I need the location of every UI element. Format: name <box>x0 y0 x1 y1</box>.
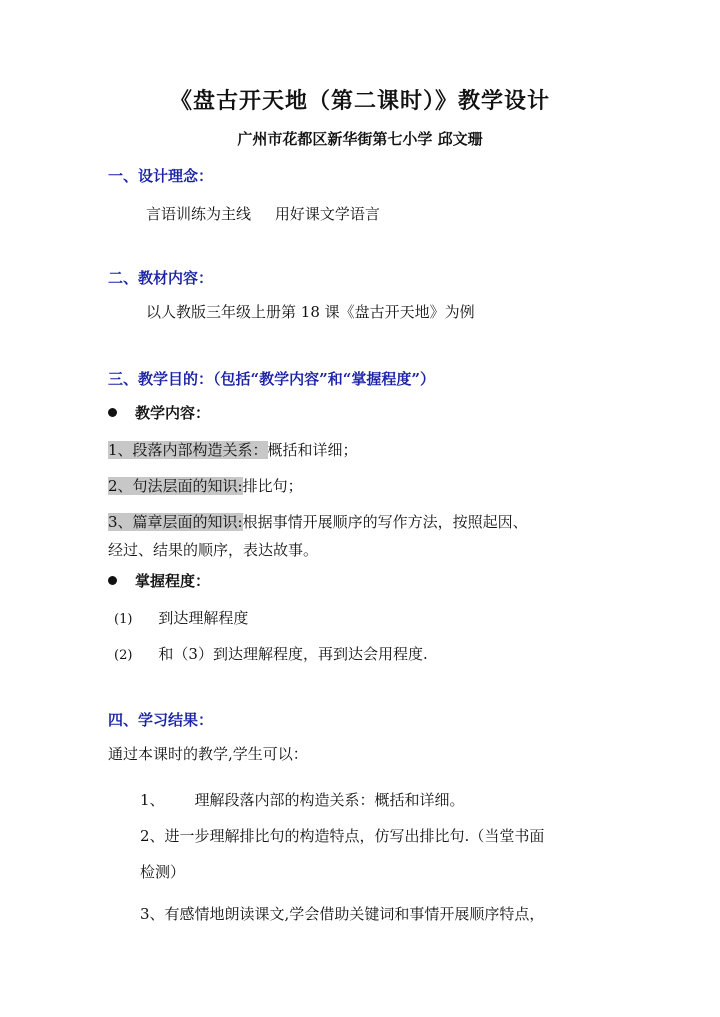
mastery-item <box>114 640 428 670</box>
bullet-mastery-level <box>108 567 210 595</box>
materials-text: 以人教版三年级上册第 18 课《盘古开天地》为例 <box>146 303 475 321</box>
mastery-number: (1) <box>114 612 133 627</box>
mastery-text: 到达理解程度 <box>158 609 249 627</box>
page-title: 《盘古开天地（第二课时）》教学设计 <box>169 88 550 114</box>
content-item-text: 排比句； <box>242 477 303 495</box>
section-heading-materials: 二、教材内容： <box>108 269 214 287</box>
section-heading-objectives: 三、教学目的：（包括“教学内容”和“掌握程度”） <box>108 370 436 388</box>
bullet-dot-icon <box>108 576 117 585</box>
outcome-number: 1、 <box>140 791 165 809</box>
content-item <box>108 508 528 536</box>
mastery-text: 和（3）到达理解程度，再到达会用程度. <box>158 645 428 663</box>
content-item <box>108 472 303 500</box>
content-item-text: 根据事情开展顺序的写作方法，按照起因、 <box>242 513 528 531</box>
content-item-label: 3、篇章层面的知识: <box>108 513 243 531</box>
bullet-teaching-content <box>108 399 210 427</box>
mastery-item <box>114 604 248 634</box>
outcome-item <box>140 786 465 814</box>
outcome-text: 理解段落内部的构造关系：概括和详细。 <box>194 791 465 809</box>
content-item-label: 2、句法层面的知识: <box>108 477 243 495</box>
bullet-label: 掌握程度： <box>135 572 211 590</box>
design-concept-text: 言语训练为主线 用好课文学语言 <box>146 205 380 223</box>
content-item-label: 1、段落内部构造关系： <box>108 441 268 459</box>
section-heading-outcomes: 四、学习结果： <box>108 711 214 729</box>
author-line: 广州市花都区新华街第七小学 邱文珊 <box>237 130 483 148</box>
content-item-continuation: 经过、结果的顺序，表达故事。 <box>108 541 319 559</box>
outcome-item: 3、有感情地朗读课文,学会借助关键词和事情开展顺序特点， <box>140 905 545 923</box>
content-item-text: 概括和详细； <box>267 441 358 459</box>
mastery-number: (2) <box>114 648 133 663</box>
bullet-dot-icon <box>108 408 117 417</box>
section-heading-design-concept: 一、设计理念： <box>108 167 214 185</box>
bullet-label: 教学内容： <box>135 404 211 422</box>
outcome-item: 2、进一步理解排比句的构造特点，仿写出排比句.（当堂书面 <box>140 827 545 845</box>
outcomes-intro: 通过本课时的教学,学生可以： <box>108 745 308 763</box>
outcome-item-continuation: 检测） <box>140 863 186 881</box>
content-item <box>108 436 358 464</box>
